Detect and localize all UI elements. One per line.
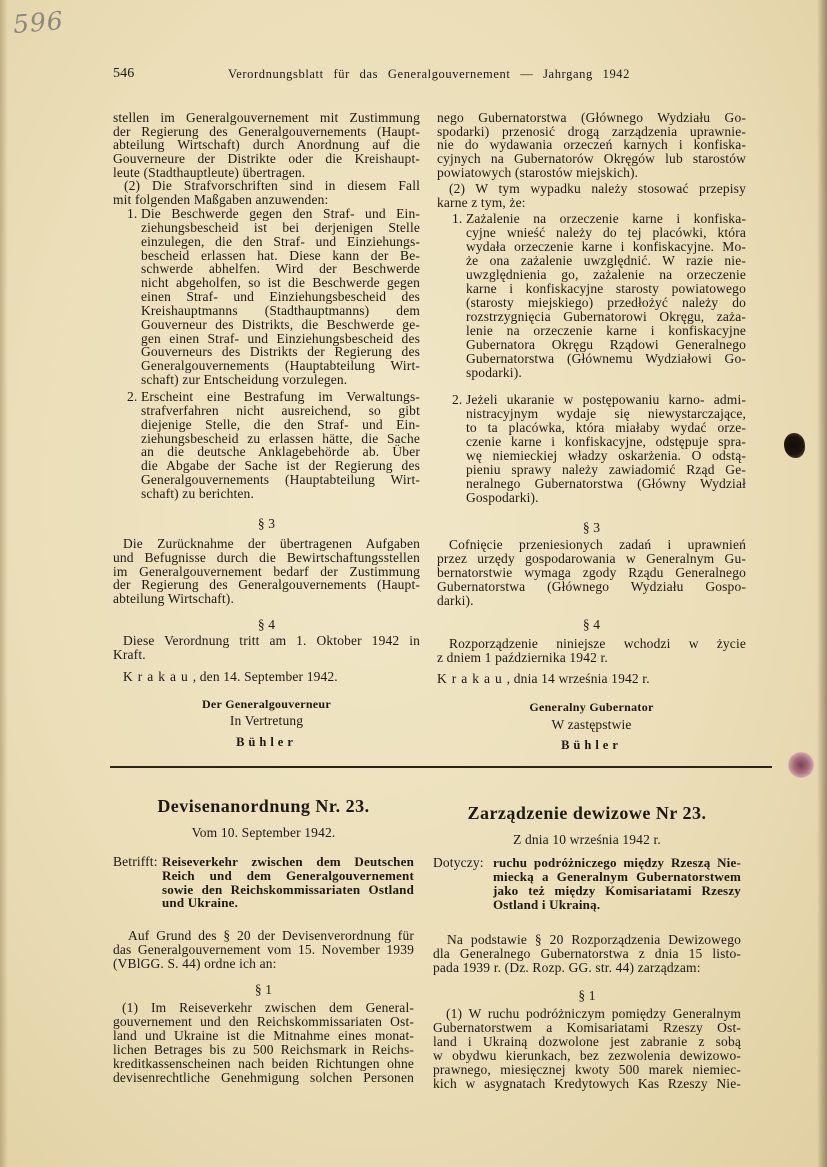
text-line: an die deutsche Anklagebehörde ab. Über <box>141 444 420 460</box>
text-line: bernatorstwie wymaga zgody Rządu Generalnego <box>437 565 746 580</box>
text-line: devisenrechtliche Genehmigung solchen Personen <box>113 1070 414 1085</box>
subject-text <box>162 855 414 910</box>
text-line: Gubernatorstwem a Komisariatami Rzeszy Ost- <box>433 1020 741 1035</box>
text-line: karne z tym, że: <box>437 195 526 210</box>
text-line: und Befugnisse durch die Bewirtschaftungsstellen <box>113 549 420 565</box>
text-line: uwzględnienia go, zażalenie na orzeczenie <box>466 267 746 282</box>
preamble <box>113 929 414 971</box>
text-line: spodarki). <box>466 365 522 380</box>
date-text: , den 14. September 1942. <box>192 669 338 684</box>
text-line: miecką a Generalnym Gubernatorstwem <box>493 869 741 884</box>
text-line: gouvernement und den Reichskommissariaten Ost- <box>113 1014 414 1029</box>
subject-label: Betrifft: <box>113 854 158 869</box>
signatory-title: Der Generalgouverneur <box>201 697 332 711</box>
text-line: to ta placówka, która miałaby wydać orze- <box>466 420 746 435</box>
text-line: Die Beschwerde gegen den Straf- und Ein- <box>141 206 420 221</box>
page-number: 546 <box>113 66 135 81</box>
text-line: Jeżeli ukaranie w postępowaniu karno- admi- <box>466 392 746 407</box>
text-line: (2) W tym wypadku należy stosować przepisy <box>449 181 746 196</box>
date-text: , dnia 14 września 1942 r. <box>506 671 650 686</box>
list-number: 1. <box>452 211 463 226</box>
text-line: nicht abgeholfen, so ist die Beschwerde gegen <box>141 275 420 291</box>
text-line: darki). <box>437 593 474 608</box>
text-line: strafverfahren nicht ausreichend, so gibt <box>141 402 420 418</box>
signatory-name: Bühler <box>561 738 622 752</box>
subject-text <box>493 856 741 912</box>
text-line: land und Ukraine ist die Mitnahme eines monat- <box>113 1028 414 1043</box>
text-line: kreditkassenscheinen nach beiden Richtungen ohne <box>113 1056 414 1071</box>
text-line: spodarki) przenosić drogą zarządzenia uprawnie- <box>437 123 746 139</box>
section-heading: § 3 <box>257 516 276 531</box>
section-heading: § 4 <box>257 617 276 632</box>
punch-hole-stain <box>788 752 814 778</box>
text-line: kich w asygnatach Kredytowych Kas Rzeszy Nie- <box>433 1076 741 1091</box>
text-line: Rozporządzenie niniejsze wchodzi w życie <box>449 636 746 651</box>
text-line: przez urzędy gospodarowania w Generalnym Gu- <box>437 551 746 566</box>
text-line: Cofnięcie przeniesionych zadań i uprawnień <box>449 537 746 552</box>
text-line: ziehungsbescheid ist bei derjenigen Stelle <box>141 219 420 235</box>
text-line: Gospodarki). <box>466 490 539 505</box>
preamble <box>433 933 741 975</box>
place-name: Krakau <box>437 671 507 686</box>
text-line: Gubernatorstwa (Głównego Wydziału Gospo- <box>437 579 746 594</box>
text-line: Generalgouvernements (Hauptabteilung Wirt- <box>141 358 420 374</box>
text-line: gen einen Straf- und Einziehungsbescheid des <box>141 330 420 346</box>
section-heading: § 4 <box>582 617 601 632</box>
text-line: jako też między Komisariatami Rzeszy <box>493 883 741 898</box>
text-line: że ona zażalenie uwzględnić. W razie nie- <box>466 253 746 268</box>
text-line: Die Zurücknahme der übertragenen Aufgaben <box>123 536 420 551</box>
text-line: pieniu sprawy należy zawiadomić Rząd Ge- <box>466 462 746 477</box>
list-number: 1. <box>127 206 138 221</box>
ordinance-title: Devisenanordnung Nr. 23. <box>157 796 370 816</box>
text-line: (starosty miejskiego) przedłożyć należy do <box>466 295 746 310</box>
text-line: nego Gubernatorstwa (Głównego Wydziału Go- <box>437 110 746 125</box>
text-line: dla Generalnego Gubernatorstwa z dnia 15 listo- <box>433 946 741 961</box>
text-line: Auf Grund des § 20 der Devisenverordnung für <box>128 928 414 943</box>
text-line: Kreishauptmanns (Stadthauptmanns) dem <box>141 302 420 318</box>
text-line: Erscheint eine Bestrafung im Verwaltungs- <box>141 389 420 404</box>
text-line: abteilung Wirtschaft). <box>113 591 234 606</box>
text-line: wydała orzeczenie karne i konfiskacyjne. Mo- <box>466 239 746 254</box>
text-line: stellen im Generalgouvernement mit Zustimmung <box>113 110 420 125</box>
text-line: Reiseverkehr zwischen dem Deutschen <box>162 854 414 869</box>
ordinance-date: Z dnia 10 września 1942 r. <box>513 832 661 847</box>
text-line: land i Ukrainą dozwolone jest zabranie z sobą <box>433 1034 741 1049</box>
text-line: powiatowych (starostów miejskich). <box>437 164 639 180</box>
ordinance-title: Zarządzenie dewizowe Nr 23. <box>467 803 707 823</box>
text-line: cyjnych na Gubernatorów Okręgów lub starostów <box>437 151 746 167</box>
section-heading: § 1 <box>254 982 273 997</box>
paragraph <box>433 1007 741 1091</box>
text-line: lichen Betrages bis zu 500 Reichsmark in Reichs- <box>113 1042 414 1057</box>
devisen-ordinance-polish <box>433 0 741 1167</box>
text-line: lenie na orzeczenie karne i konfiskacyjne <box>466 323 746 338</box>
text-line: ruchu podróżniczego między Rzeszą Nie- <box>493 855 741 870</box>
list-number: 2. <box>127 389 138 404</box>
text-line: einzulegen, die den Straf- und Einziehungs- <box>141 233 420 249</box>
text-line: Zażalenie na orzeczenie karne i konfiska- <box>466 211 746 226</box>
text-line: bescheid erlassen hat. Diese kann der Be- <box>141 247 420 263</box>
text-line: (2) Die Strafvorschriften sind in diesem Fall <box>124 178 420 193</box>
text-line: schaft) zur Entscheidung vorzulegen. <box>141 372 348 388</box>
text-line: schwerde abhelfen. Wird der Beschwerde <box>141 261 420 277</box>
text-line: Generalgouvernements (Hauptabteilung Wirt- <box>141 472 420 488</box>
text-line: einen Straf- und Einziehungsbescheid des <box>141 289 420 305</box>
text-line: pada 1939 r. (Dz. Rozp. GG. str. 44) zarządzam: <box>433 960 701 975</box>
text-line: Gubernatorstwa (Głównemu Wydziałowi Go- <box>466 351 746 366</box>
list-number: 2. <box>452 392 463 407</box>
text-line: der Regierung des Generalgouvernements (Haupt- <box>113 577 420 593</box>
text-line: wę niemieckiej władzy oskarżenia. O odstą- <box>466 448 746 463</box>
text-line: Reich und dem Generalgouvernement <box>162 867 414 883</box>
ordinance-date: Vom 10. September 1942. <box>191 825 336 840</box>
text-line: z dniem 1 października 1942 r. <box>437 650 608 665</box>
text-line: czenie karne i konfiskacyjne, odstępuje spra- <box>466 434 746 449</box>
text-line: Kraft. <box>113 647 146 662</box>
paragraph <box>113 1001 414 1085</box>
text-line: der Regierung des Generalgouvernements (Haupt- <box>113 123 420 139</box>
handwritten-archive-number: 596 <box>11 5 65 40</box>
signatory-capacity: W zastępstwie <box>551 717 632 732</box>
text-line: im Generalgouvernement bedarf der Zustimmung <box>113 563 420 579</box>
text-line: prawnego, miesięcznej kwoty 500 marek niemiec- <box>433 1062 741 1077</box>
text-line: schaft) zu berichten. <box>141 485 254 501</box>
text-line: Ostland i Ukrainą. <box>493 897 601 912</box>
signatory-capacity: In Vertretung <box>229 713 304 728</box>
text-line: rozstrzygnięcia Gubernatorowi Okręgu, zaża- <box>466 309 746 324</box>
text-line: w obydwu kierunkach, bez zezwolenia dewizowo- <box>433 1048 741 1063</box>
text-line: abteilung Wirtschaft) durch Anordnung auf die <box>113 137 420 153</box>
text-line: und Ukraine. <box>162 895 239 911</box>
text-line: ziehungsbescheid zu erlassen hätte, die Sache <box>141 430 420 446</box>
text-line: diejenige Stelle, die den Straf- und Ein- <box>141 416 420 432</box>
devisen-ordinance-german <box>113 0 414 1167</box>
text-line: sowie den Reichskommissariaten Ostland <box>162 881 414 897</box>
text-line: (1) W ruchu podróżniczym pomiędzy Generalnym <box>446 1006 741 1021</box>
signatory-name: Bühler <box>236 735 297 749</box>
section-heading: § 1 <box>578 988 596 1003</box>
text-line: neralnego Gubernatorstwa (Główny Wydział <box>466 476 746 491</box>
section-heading: § 3 <box>582 520 601 535</box>
text-line: leute (Stadthauptleute) übertragen. <box>113 164 306 180</box>
text-line: cyjne wnieść należy do tej placówki, która <box>466 225 746 240</box>
text-line: Gouverneur des Distrikts, die Beschwerde ge- <box>141 316 420 332</box>
text-line: Gouverneure der Distrikte oder die Kreishaupt- <box>113 151 420 167</box>
running-header: Verordnungsblatt für das Generalgouvernement — Jahrgang 1942 <box>228 67 630 81</box>
text-line: karne i konfiskacyjne starosty powiatowego <box>466 281 746 296</box>
place-name: Krakau <box>123 669 193 684</box>
text-line: (VBlGG. S. 44) ordne ich an: <box>113 956 277 971</box>
text-line: Gubernatora Okręgu Rządowi Generalnego <box>466 337 746 352</box>
text-line: nie do wydawania orzeczeń karnych i konfiska- <box>437 137 746 153</box>
text-line: nistracyjnym wydaje się niewystarczające, <box>466 406 746 421</box>
text-line: die Abgabe der Sache ist der Regierung des <box>141 458 420 474</box>
text-line: Diese Verordnung tritt am 1. Oktober 1942 in <box>123 633 420 648</box>
text-line: Gouverneurs des Distrikts der Regierung des <box>141 344 420 360</box>
text-line: (1) Im Reiseverkehr zwischen dem General- <box>122 1000 414 1015</box>
subject-label: Dotyczy: <box>433 855 484 870</box>
text-line: Na podstawie § 20 Rozporządzenia Dewizowego <box>447 932 741 947</box>
ink-blot <box>784 433 805 458</box>
text-line: mit folgenden Maßgaben anzuwenden: <box>113 192 329 207</box>
text-line: das Generalgouvernement vom 15. November 1939 <box>113 942 414 957</box>
signatory-title: Generalny Gubernator <box>529 700 654 714</box>
